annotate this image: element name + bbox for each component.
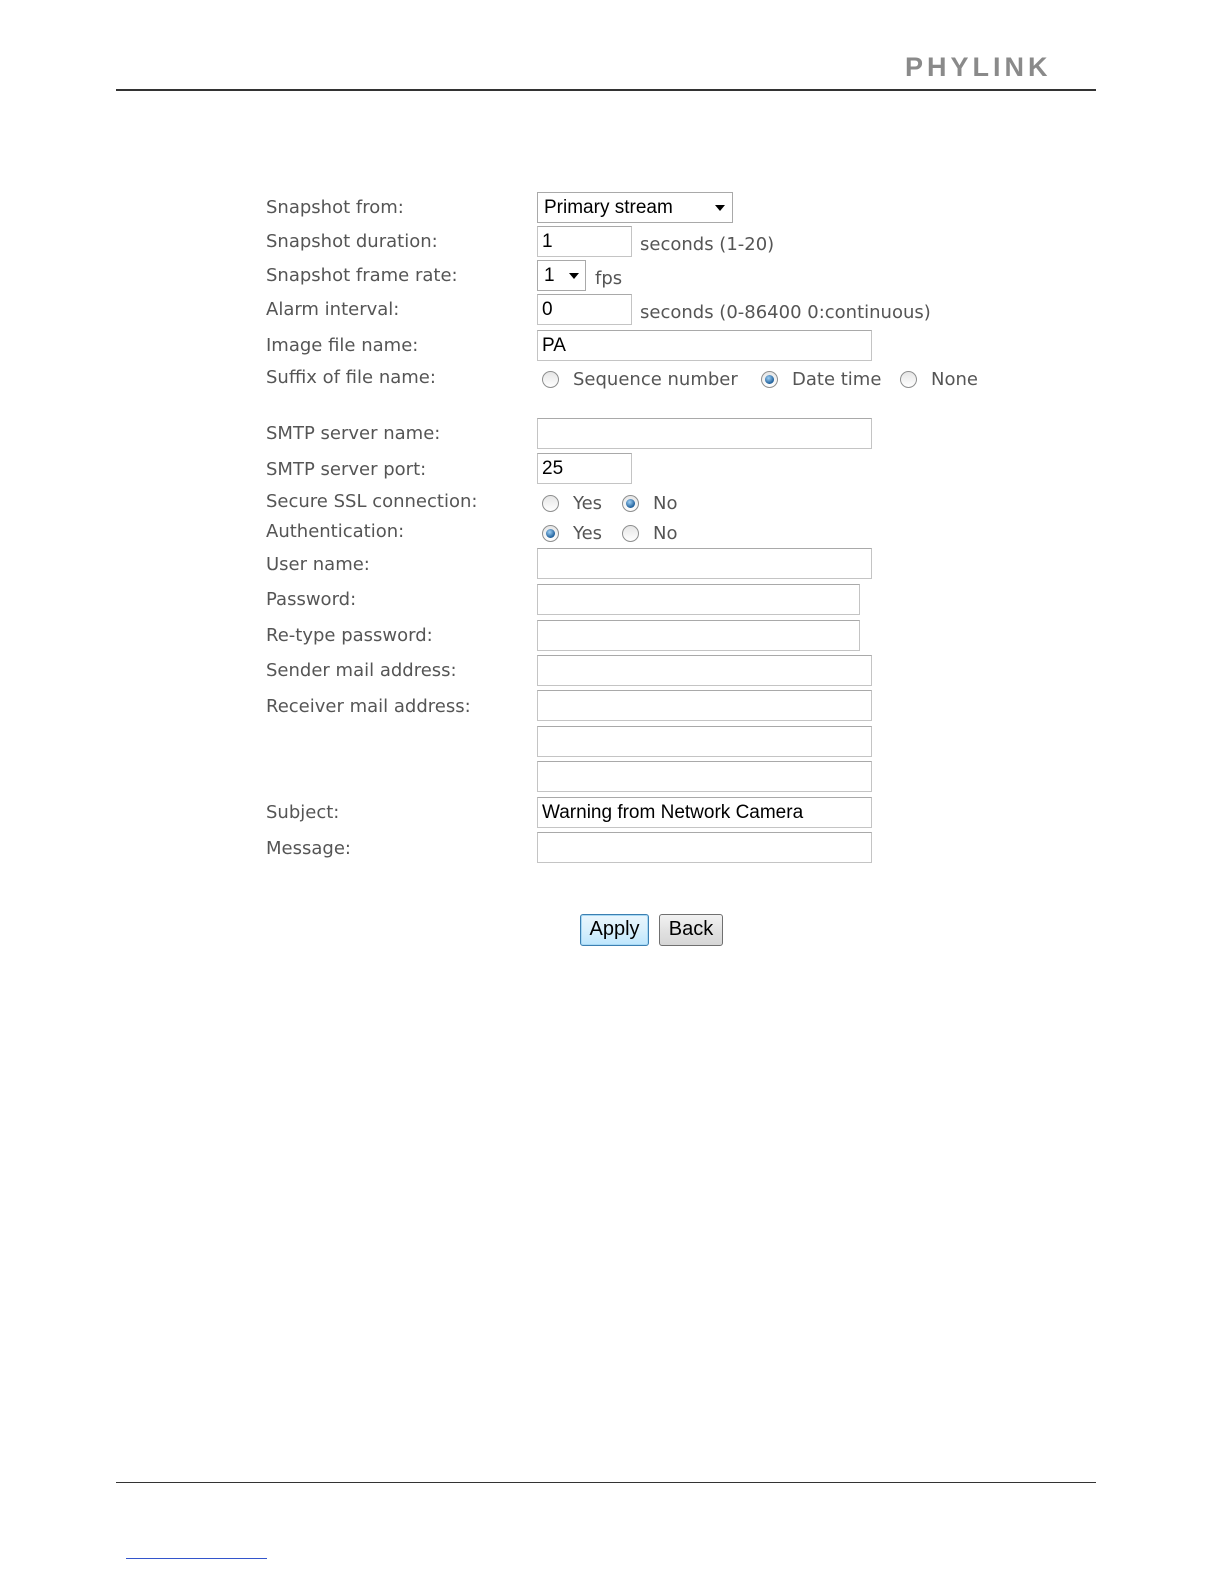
suffix-sequence-radio[interactable] xyxy=(542,371,559,388)
suffix-datetime-label: Date time xyxy=(792,369,882,390)
footer-divider xyxy=(116,1482,1096,1483)
snapshot-duration-hint: seconds (1-20) xyxy=(640,234,775,255)
suffix-label: Suffix of file name: xyxy=(266,367,436,388)
subject-input[interactable]: Warning from Network Camera xyxy=(537,797,872,828)
snapshot-frame-rate-label: Snapshot frame rate: xyxy=(266,265,458,286)
receiver-mail-label: Receiver mail address: xyxy=(266,696,471,717)
user-name-input[interactable] xyxy=(537,548,872,579)
auth-yes-label: Yes xyxy=(573,523,603,544)
ssl-yes-label: Yes xyxy=(573,493,603,514)
suffix-datetime-radio[interactable] xyxy=(761,371,778,388)
subject-label: Subject: xyxy=(266,802,340,823)
auth-yes-radio[interactable] xyxy=(542,525,559,542)
chevron-down-icon xyxy=(715,205,725,211)
suffix-sequence-label: Sequence number xyxy=(573,369,738,390)
suffix-none-radio[interactable] xyxy=(900,371,917,388)
retype-password-input[interactable] xyxy=(537,620,860,651)
brand-logo: PHYLINK xyxy=(905,52,1052,82)
frame-rate-select[interactable] xyxy=(537,260,586,291)
retype-password-label: Re-type password: xyxy=(266,625,433,646)
ssl-label: Secure SSL connection: xyxy=(266,491,478,512)
ssl-no-label: No xyxy=(653,493,678,514)
frame-rate-unit: fps xyxy=(595,268,623,289)
auth-no-label: No xyxy=(653,523,678,544)
snapshot-from-label: Snapshot from: xyxy=(266,197,404,218)
ssl-no-radio[interactable] xyxy=(622,495,639,512)
password-input[interactable] xyxy=(537,584,860,615)
alarm-interval-input[interactable]: 0 xyxy=(537,294,632,325)
frame-rate-value: 1 xyxy=(544,265,555,286)
smtp-server-port-input[interactable]: 25 xyxy=(537,453,632,484)
sender-mail-input[interactable] xyxy=(537,655,872,686)
password-label: Password: xyxy=(266,589,357,610)
receiver-mail-input-2[interactable] xyxy=(537,726,872,757)
footer-link-underline xyxy=(126,1558,267,1559)
snapshot-from-select[interactable] xyxy=(537,192,733,223)
receiver-mail-input-1[interactable] xyxy=(537,690,872,721)
message-label: Message: xyxy=(266,838,351,859)
chevron-down-icon xyxy=(569,273,579,279)
image-file-name-label: Image file name: xyxy=(266,335,419,356)
back-button[interactable]: Back xyxy=(659,914,723,946)
alarm-interval-hint: seconds (0-86400 0:continuous) xyxy=(640,302,931,323)
auth-no-radio[interactable] xyxy=(622,525,639,542)
smtp-server-name-label: SMTP server name: xyxy=(266,423,441,444)
alarm-interval-label: Alarm interval: xyxy=(266,299,400,320)
receiver-mail-input-3[interactable] xyxy=(537,761,872,792)
image-file-name-input[interactable]: PA xyxy=(537,330,872,361)
ssl-yes-radio[interactable] xyxy=(542,495,559,512)
authentication-label: Authentication: xyxy=(266,521,405,542)
apply-button[interactable]: Apply xyxy=(580,914,649,946)
user-name-label: User name: xyxy=(266,554,370,575)
snapshot-duration-input[interactable]: 1 xyxy=(537,226,632,257)
smtp-server-port-label: SMTP server port: xyxy=(266,459,427,480)
suffix-none-label: None xyxy=(931,369,978,390)
message-input[interactable] xyxy=(537,832,872,863)
header-divider xyxy=(116,89,1096,91)
smtp-server-name-input[interactable] xyxy=(537,418,872,449)
sender-mail-label: Sender mail address: xyxy=(266,660,457,681)
snapshot-from-value: Primary stream xyxy=(544,197,673,218)
snapshot-duration-label: Snapshot duration: xyxy=(266,231,438,252)
